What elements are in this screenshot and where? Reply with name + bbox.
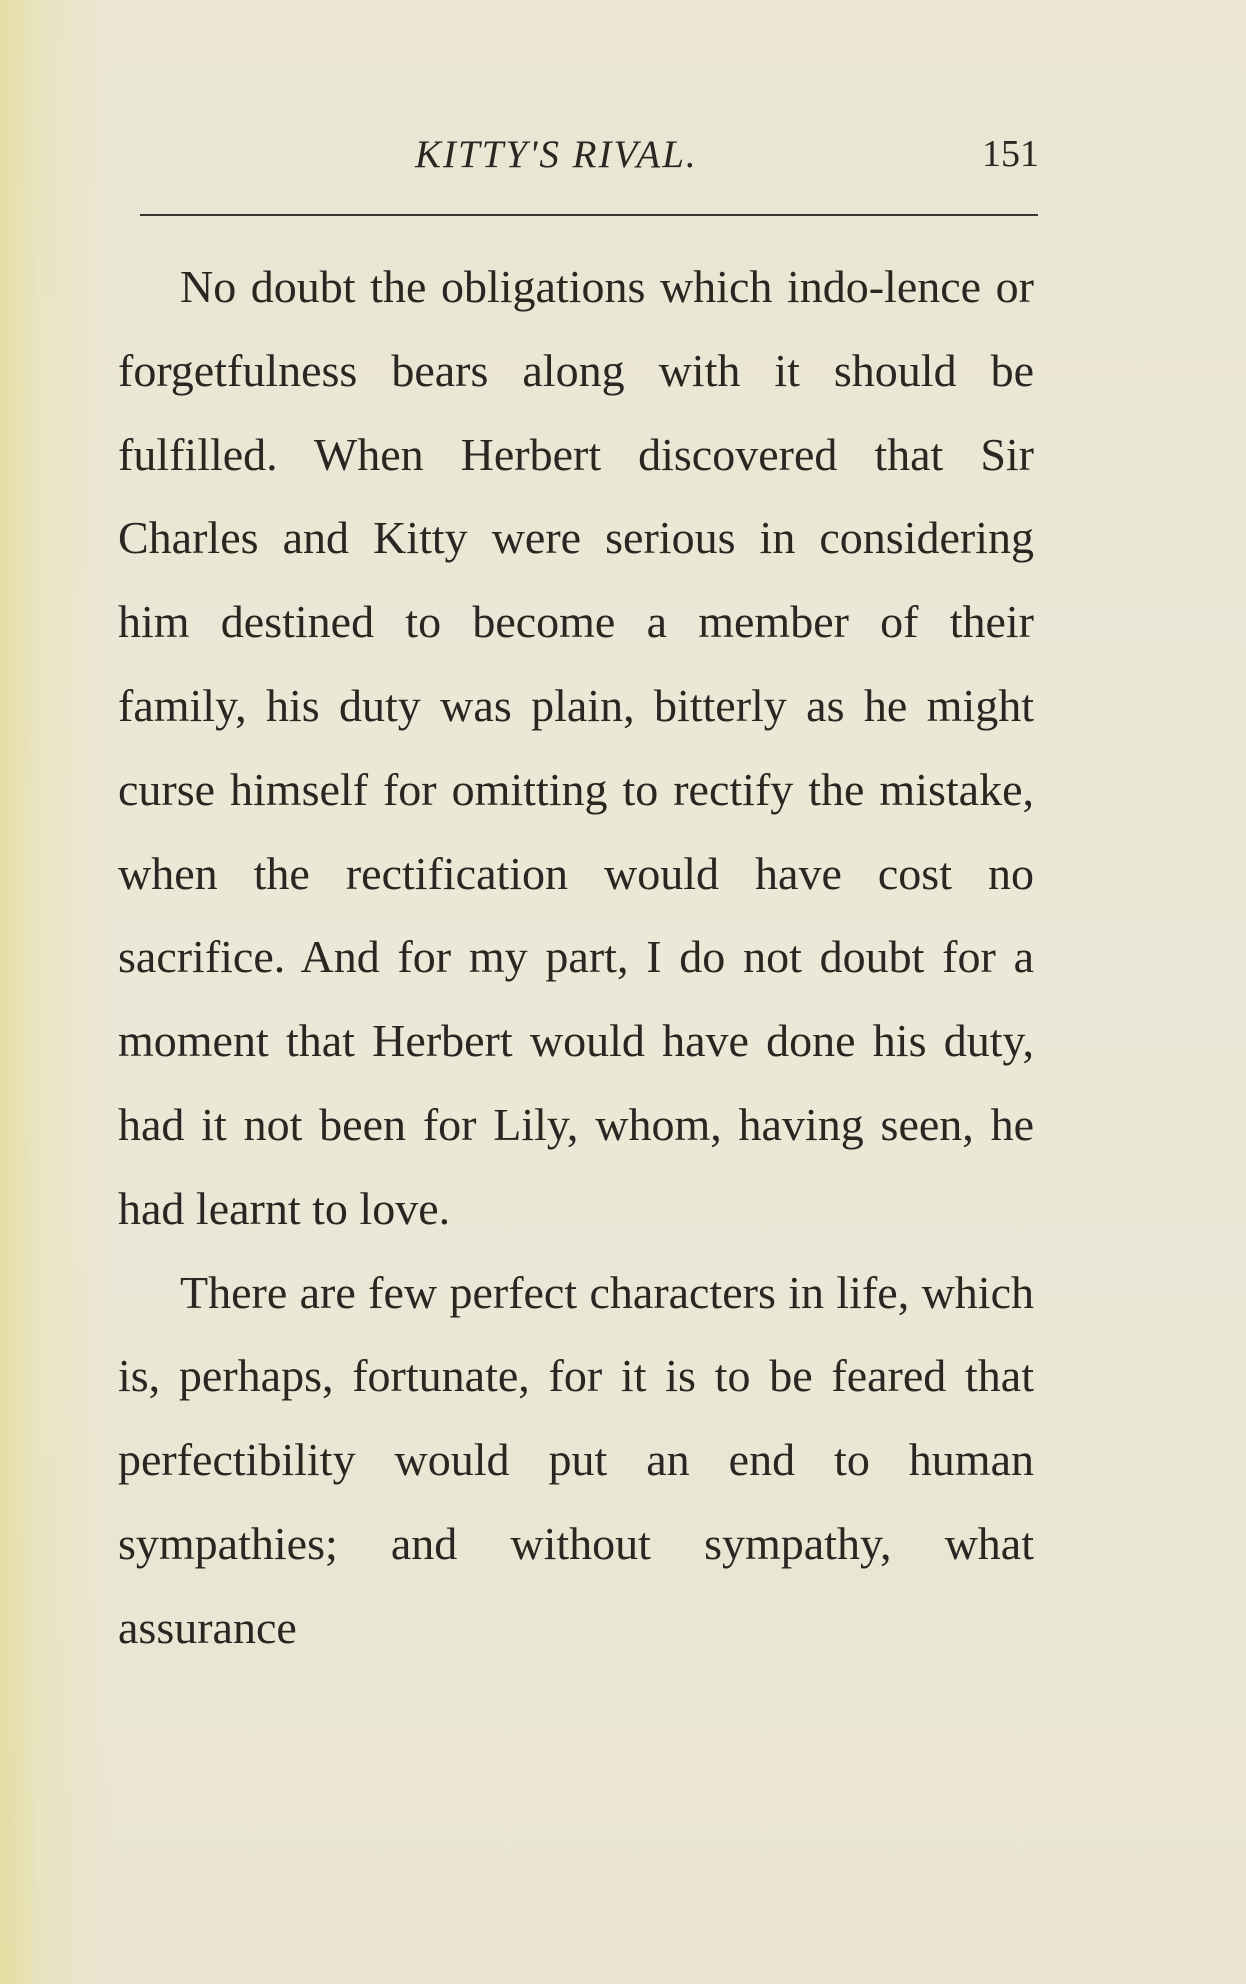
- header-rule: [140, 214, 1038, 216]
- page-header: [125, 132, 1039, 182]
- page-number: 151: [982, 133, 1039, 175]
- paragraph-1: No doubt the obligations which indo-lence or forgetfulness bears along with it should be fulfilled. When Herbert discovered that Sir Charles and Kitty were serious in considering him destined to become a member of their family, his duty was plain, bitterly as he might curse himself for omitting to rectify the mistake, when the rectification would have cost no sacrifice. And for my part, I do not doubt for a moment that Herbert would have done his duty, had it not been for Lily, whom, having seen, he had learnt to love.: [118, 261, 1034, 1234]
- body-text: [118, 245, 1034, 1670]
- running-title: KITTY'S RIVAL.: [415, 133, 698, 176]
- paragraph-2: There are few perfect characters in life, which is, perhaps, fortunate, for it is to be feared that perfectibility would put an end to human sympathies; and without sympathy, what assurance: [118, 1266, 1034, 1653]
